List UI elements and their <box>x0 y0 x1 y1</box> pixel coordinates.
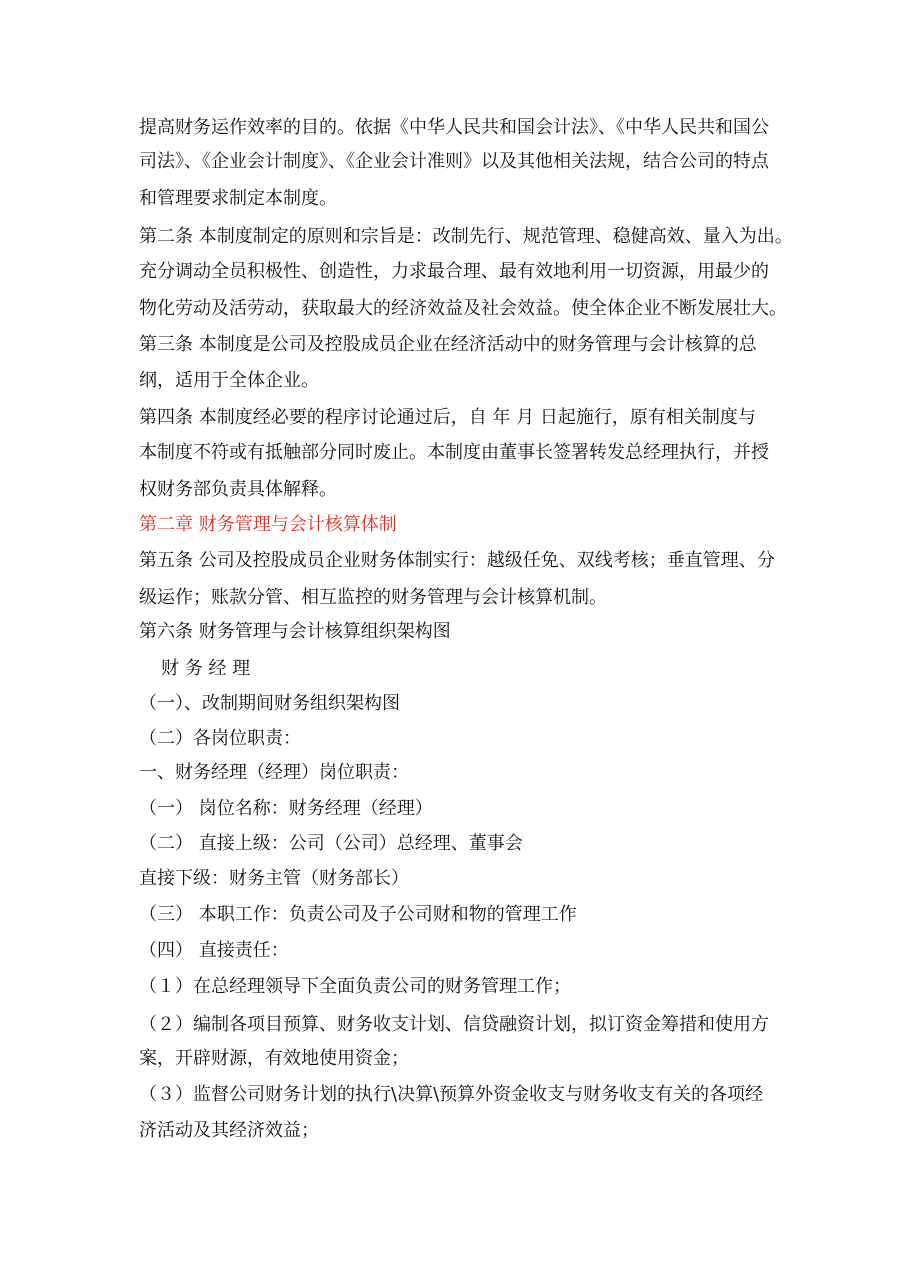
list-item: （三） 本职工作：负责公司及子公司财和物的管理工作 <box>139 904 577 925</box>
list-item: （一） 岗位名称：财务经理（经理） <box>139 798 433 819</box>
list-item: （一）、改制期间财务组织架构图 <box>139 693 400 714</box>
org-chart-label: 财 务 经 理 <box>161 658 251 679</box>
paragraph-line: 案，开辟财源，有效地使用资金； <box>139 1048 409 1069</box>
paragraph-line: 充分调动全员积极性、创造性，力求最合理、最有效地利用一切资源，用最少的 <box>139 261 769 282</box>
list-item: （二） 直接上级：公司（公司）总经理、董事会 <box>139 833 523 854</box>
article-5-line: 第五条 公司及控股成员企业财务体制实行：越级任免、双线考核；垂直管理、分 <box>139 550 775 571</box>
list-item: （１）在总经理领导下全面负责公司的财务管理工作； <box>139 976 571 997</box>
paragraph-line: 物化劳动及活劳动，获取最大的经济效益及社会效益。使全体企业不断发展壮大。 <box>139 298 787 319</box>
paragraph-line: 和管理要求制定本制度。 <box>139 188 337 209</box>
article-3-line: 第三条 本制度是公司及控股成员企业在经济活动中的财务管理与会计核算的总 <box>139 334 757 355</box>
list-item: （２）编制各项目预算、财务收支计划、信贷融资计划，拟订资金筹措和使用方 <box>139 1014 769 1035</box>
article-2-line: 第二条 本制度制定的原则和宗旨是：改制先行、规范管理、稳健高效、量入为出。 <box>139 226 793 247</box>
article-6-line: 第六条 财务管理与会计核算组织架构图 <box>139 621 451 642</box>
list-item: （四） 直接责任： <box>139 940 289 961</box>
list-item: （二）各岗位职责： <box>139 728 301 749</box>
article-4-line: 第四条 本制度经必要的程序讨论通过后，自 年 月 日起施行，原有相关制度与 <box>139 407 756 428</box>
paragraph-line: 直接下级：财务主管（财务部长） <box>139 868 409 889</box>
paragraph-line: 司法》、《企业会计制度》、《企业会计准则》以及其他相关法规，结合公司的特点 <box>139 151 769 172</box>
paragraph-line: 本制度不符或有抵触部分同时废止。本制度由董事长签署转发总经理执行，并授 <box>139 442 769 463</box>
section-heading: 一、财务经理（经理）岗位职责： <box>139 762 409 783</box>
chapter-2-heading: 第二章 财务管理与会计核算体制 <box>139 514 397 535</box>
paragraph-line: 级运作；账款分管、相互监控的财务管理与会计核算机制。 <box>139 587 607 608</box>
paragraph-line: 提高财务运作效率的目的。依据《中华人民共和国会计法》、《中华人民共和国公 <box>139 117 769 138</box>
paragraph-line: 权财务部负责具体解释。 <box>139 479 337 500</box>
list-item: （３）监督公司财务计划的执行\决算\预算外资金收支与财务收支有关的各项经 <box>139 1084 764 1105</box>
paragraph-line: 纲，适用于全体企业。 <box>139 370 319 391</box>
paragraph-line: 济活动及其经济效益； <box>139 1120 319 1141</box>
